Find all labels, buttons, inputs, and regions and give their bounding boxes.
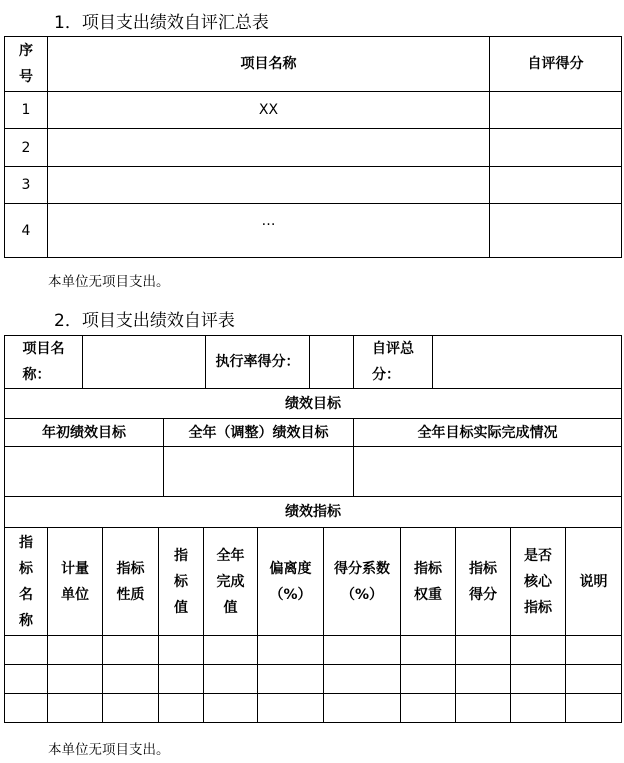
project-info-row (5, 336, 622, 389)
goals-content-row (5, 447, 622, 497)
self-eval-table (4, 335, 622, 528)
goals-columns-row (5, 419, 622, 447)
col-remarks: 说明 (566, 528, 622, 636)
goals-title: 绩效目标 (5, 389, 622, 419)
col-deviation: 偏离度（%） (258, 528, 324, 636)
annual-actual-completion-value (354, 447, 622, 497)
indicators-title: 绩效指标 (5, 497, 622, 528)
row-index: 2 (5, 129, 48, 167)
indicators-table (4, 527, 622, 723)
header-self-score: 自评得分 (490, 37, 622, 92)
header-index: 序号 (5, 37, 48, 92)
self-total-value (433, 336, 622, 389)
header-project-name: 项目名称 (48, 37, 490, 92)
col-indicator-score: 指标得分 (456, 528, 511, 636)
section1-note: 本单位无项目支出。 (48, 274, 170, 290)
annual-initial-goal-value (5, 447, 164, 497)
indicators-header-row (5, 497, 622, 528)
col-score-coefficient: 得分系数（%） (324, 528, 401, 636)
col-annual-completion: 全年完成值 (204, 528, 258, 636)
exec-rate-value (310, 336, 354, 389)
row-score (490, 167, 622, 204)
annual-initial-goal: 年初绩效目标 (5, 419, 164, 447)
project-name-label: 项目名称： (5, 336, 83, 389)
exec-rate-label: 执行率得分： (206, 336, 310, 389)
row-name: XX (48, 92, 490, 129)
col-is-core: 是否核心指标 (511, 528, 566, 636)
section2-note: 本单位无项目支出。 (48, 742, 170, 758)
row-index: 1 (5, 92, 48, 129)
table-row (5, 129, 622, 167)
table-row (5, 92, 622, 129)
summary-header-row (5, 37, 622, 92)
summary-table (4, 36, 622, 258)
row-score (490, 129, 622, 167)
section1-title: 1．项目支出绩效自评汇总表 (54, 13, 269, 33)
table-row (5, 694, 622, 723)
col-nature: 指标性质 (103, 528, 159, 636)
col-indicator-value: 指标值 (159, 528, 204, 636)
row-index: 3 (5, 167, 48, 204)
annual-actual-completion: 全年目标实际完成情况 (354, 419, 622, 447)
row-name: … (48, 204, 490, 258)
row-name (48, 167, 490, 204)
row-score (490, 92, 622, 129)
section2-title: 2．项目支出绩效自评表 (54, 311, 235, 331)
table-row (5, 167, 622, 204)
annual-adjusted-goal: 全年（调整）绩效目标 (164, 419, 354, 447)
table-row (5, 204, 622, 258)
table-row (5, 665, 622, 694)
row-index: 4 (5, 204, 48, 258)
goals-header-row (5, 389, 622, 419)
project-name-value (83, 336, 206, 389)
col-weight: 指标权重 (401, 528, 456, 636)
self-total-label: 自评总分： (354, 336, 433, 389)
annual-adjusted-goal-value (164, 447, 354, 497)
table-row (5, 636, 622, 665)
indicator-columns-row (5, 528, 622, 636)
row-name (48, 129, 490, 167)
row-score (490, 204, 622, 258)
col-indicator-name: 指标名称 (5, 528, 48, 636)
col-unit: 计量单位 (48, 528, 103, 636)
